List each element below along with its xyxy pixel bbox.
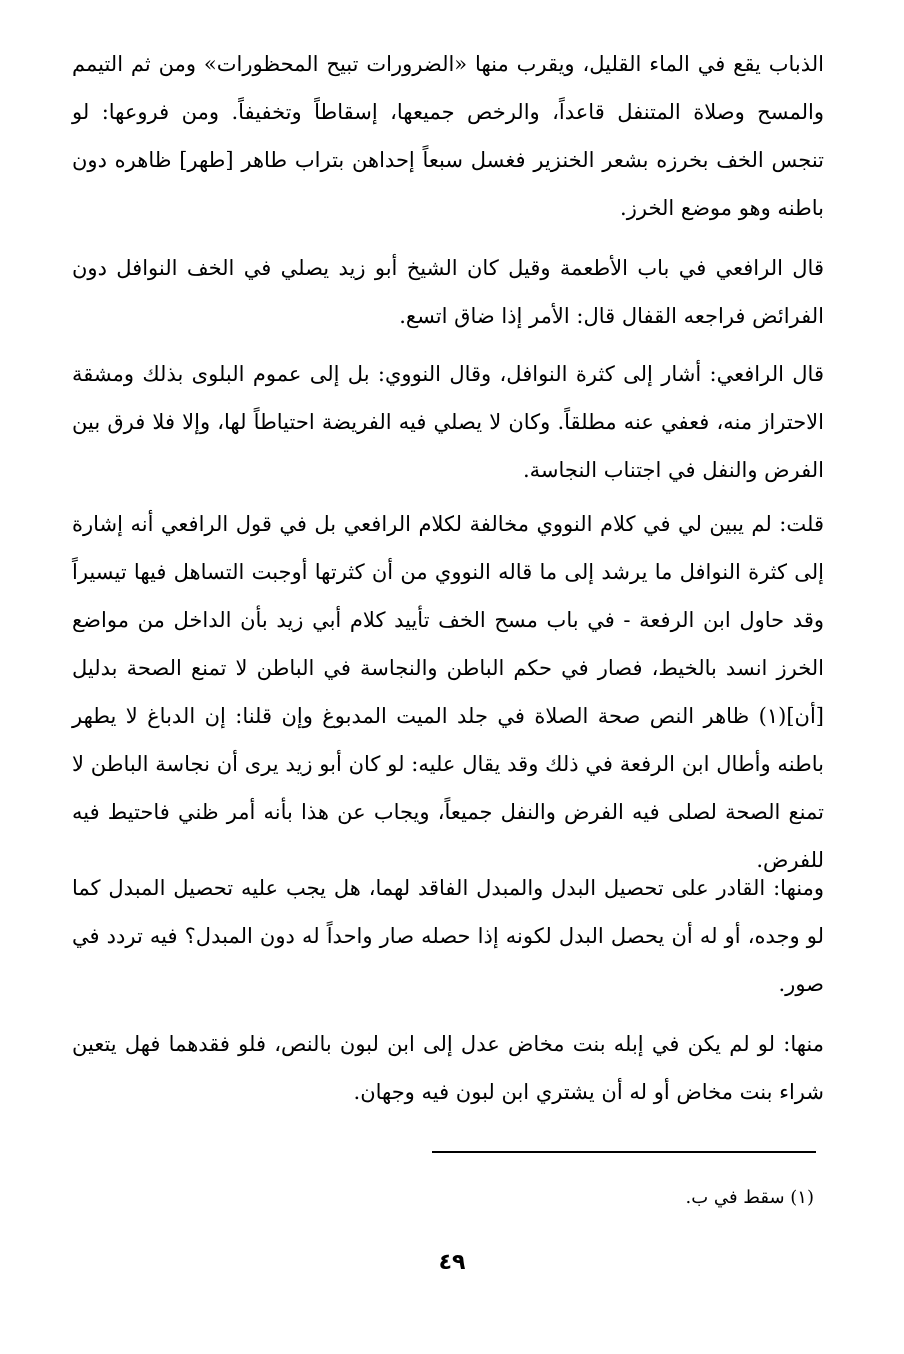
paragraph-1: الذباب يقع في الماء القليل، ويقرب منها «الضرورات تبيح المحظورات» ومن ثم التيمم والمسح وصلاة المتنفل قاعداً، والرخص جميعها، إسقاطاً وتخفيفاً. ومن فروعها: لو تنجس الخف بخرزه بشعر الخنزير فغسل سبعاً إحداهن بتراب طاهر [طهر] ظاهره دون باطنه وهو موضع الخرز. (72, 52, 824, 220)
footnote-divider (432, 1151, 816, 1153)
page-number: ٤٩ (438, 1250, 466, 1275)
paragraph-6: منها: لو لم يكن في إبله بنت مخاض عدل إلى ابن لبون بالنص، فلو فقدهما فهل يتعين شراء بنت مخاض أو له أن يشتري ابن لبون فيه وجهان. (72, 1032, 824, 1104)
footnote: (١) سقط في ب. (685, 1187, 814, 1208)
paragraph-4: قلت: لم يبين لي في كلام النووي مخالفة لكلام الرافعي بل في قول الرافعي أنه إشارة إلى كثرة النوافل ما يرشد إلى ما قاله النووي من أن كثرتها أوجبت التساهل فيها تيسيراً وقد حاول ابن الرفعة - في باب مسح الخف تأييد كلام أبي زيد بأن الداخل من مواضع الخرز انسد بالخيط، فصار في حكم الباطن والنجاسة في الباطن لا تمنع الصحة بدليل [أن](١) ظاهر النص صحة الصلاة في جلد الميت المدبوغ وإن قلنا: إن الدباغ لا يطهر باطنه وأطال ابن الرفعة في ذلك وقد يقال عليه: لو كان أبو زيد يرى أن نجاسة الباطن لا تمنع الصحة لصلى فيه الفرض والنفل جميعاً، ويجاب عن هذا بأنه أمر ظني فاحتيط فيه للفرض. (72, 512, 824, 872)
paragraph-3: قال الرافعي: أشار إلى كثرة النوافل، وقال النووي: بل إلى عموم البلوى بذلك ومشقة الاحتراز منه، فعفي عنه مطلقاً. وكان لا يصلي فيه الفريضة احتياطاً لها، وإلا فلا فرق بين الفرض والنفل في اجتناب النجاسة. (72, 362, 824, 482)
paragraph-2: قال الرافعي في باب الأطعمة وقيل كان الشيخ أبو زيد يصلي في الخف النوافل دون الفرائض فراجعه القفال قال: الأمر إذا ضاق اتسع. (72, 256, 824, 328)
paragraph-5: ومنها: القادر على تحصيل البدل والمبدل الفاقد لهما، هل يجب عليه تحصيل المبدل كما لو وجده، أو له أن يحصل البدل لكونه إذا حصله صار واحداً له دون المبدل؟ فيه تردد في صور. (72, 876, 824, 996)
